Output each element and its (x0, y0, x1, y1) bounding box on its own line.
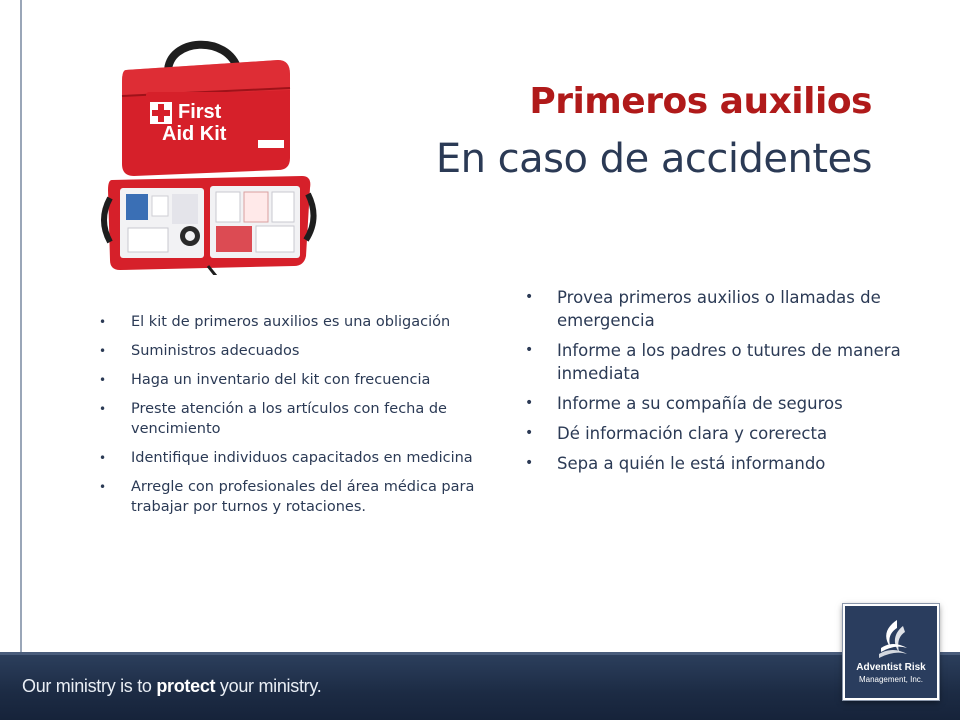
left-bullet-item: • Identifique individuos capacitados en medicina (97, 448, 509, 468)
left-bullet-item: • El kit de primeros auxilios es una obligación (97, 312, 509, 332)
left-bullet-item: • Arregle con profesionales del área médica para trabajar por turnos y rotaciones. (97, 477, 509, 517)
kit-label-aid-kit: Aid Kit (162, 123, 227, 145)
right-bullet-item: • Informe a los padres o tutures de manera inmediata (523, 339, 903, 385)
tagline-strong: protect (156, 676, 216, 696)
kit-label-first: First (178, 101, 222, 123)
left-bullet-item: • Suministros adecuados (97, 341, 509, 361)
left-bullet-item: • Preste atención a los artículos con fecha de vencimiento (97, 399, 509, 439)
left-bullet-item: • Haga un inventario del kit con frecuencia (97, 370, 509, 390)
right-bullet-item: • Dé información clara y corerecta (523, 422, 903, 445)
logo-text (845, 662, 937, 685)
title-block (312, 78, 872, 186)
slide-subtitle: En caso de accidentes (435, 136, 872, 182)
right-bullet-item: • Informe a su compañía de seguros (523, 392, 903, 415)
right-bullet-list (523, 286, 903, 482)
tagline-part2: your ministry. (215, 676, 322, 696)
logo-line1: Adventist Risk (856, 662, 926, 673)
footer-bar (0, 652, 960, 720)
tagline-part1: Our ministry is to (22, 676, 157, 696)
footer-tagline (22, 676, 321, 697)
left-vertical-rule (20, 0, 22, 652)
logo-line2: Management, Inc. (858, 675, 924, 684)
right-bullet-item: • Provea primeros auxilios o llamadas de emergencia (523, 286, 903, 332)
first-aid-kit-image (98, 30, 318, 275)
company-logo (843, 604, 939, 700)
left-bullet-list (97, 312, 509, 526)
slide-title: Primeros auxilios (529, 81, 872, 122)
right-bullet-item: • Sepa a quién le está informando (523, 452, 903, 475)
flame-logo-icon (877, 618, 909, 658)
